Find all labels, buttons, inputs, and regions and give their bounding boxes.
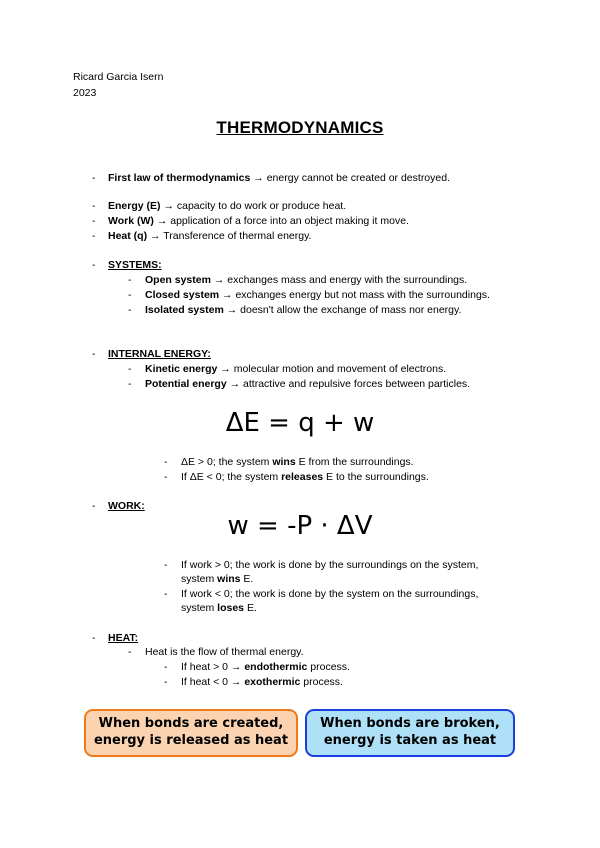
bullet: - [164, 661, 168, 673]
note-text: If work < 0; the work is done by the system on the surroundings, [181, 588, 479, 600]
bullet: - [164, 676, 168, 688]
note-text: If work > 0; the work is done by the surroundings on the system, [181, 559, 479, 571]
internal-energy-formula: ΔE = q + w [225, 408, 375, 438]
work-heading: WORK: [108, 500, 145, 512]
system-term: Isolated system [145, 304, 224, 316]
system-term: Open system [145, 274, 211, 286]
bullet: - [128, 304, 132, 316]
arrow: → [156, 215, 168, 227]
bullet: - [164, 588, 168, 600]
arrow: → [229, 378, 241, 390]
arrow: → [230, 676, 242, 688]
arrow: → [230, 661, 242, 673]
system-term: Closed system [145, 289, 220, 301]
bullet: - [92, 500, 96, 512]
energy-desc: attractive and repulsive forces between particles. [240, 378, 471, 390]
definition-term: Work (W) [108, 215, 154, 227]
bullet: - [164, 559, 168, 571]
note-text: system [181, 602, 218, 614]
box-line: When bonds are created, [98, 716, 284, 731]
note-text: E to the surroundings. [323, 471, 429, 483]
author-name: Ricard Garcia Isern [73, 71, 164, 83]
note-text: ΔE > 0; the system [181, 456, 273, 468]
note-emphasis: wins [217, 573, 241, 585]
bullet: - [92, 200, 96, 212]
work-formula: w = -P · ΔV [227, 511, 373, 541]
arrow: → [226, 304, 238, 316]
arrow: → [150, 230, 161, 242]
note-text: If ΔE < 0; the system [181, 471, 282, 483]
definition-desc: capacity to do work or produce heat. [173, 200, 347, 212]
heat-emphasis: exothermic [244, 676, 301, 688]
heat-text: If heat > 0 [181, 661, 231, 673]
bullet: - [128, 646, 132, 658]
note-text: E. [244, 602, 257, 614]
note-emphasis: releases [281, 471, 324, 483]
definition-desc: Transference of thermal energy. [160, 230, 312, 242]
note-text: E from the surroundings. [295, 456, 414, 468]
bullet: - [92, 172, 96, 184]
box-line: energy is taken as heat [323, 733, 497, 748]
bullet: - [164, 456, 168, 468]
bonds-created-box [84, 709, 298, 757]
first-law-desc: energy cannot be created or destroyed. [263, 172, 450, 184]
energy-desc: molecular motion and movement of electrons. [230, 363, 447, 375]
note-emphasis: loses [217, 602, 245, 614]
note-text: E. [240, 573, 254, 585]
system-desc: exchanges mass and energy with the surroundings. [224, 274, 468, 286]
heat-text: process. [307, 661, 350, 673]
bullet: - [92, 230, 96, 242]
bullet: - [128, 289, 132, 301]
definition-term: Heat (q) [108, 230, 148, 242]
definition-term: Energy (E) [108, 200, 161, 212]
system-desc: exchanges energy but not mass with the surroundings. [232, 289, 490, 301]
bullet: - [128, 378, 132, 390]
heat-text: process. [300, 676, 343, 688]
note-emphasis: wins [272, 456, 296, 468]
bonds-broken-box [305, 709, 515, 757]
arrow: → [222, 289, 233, 301]
heat-text: If heat < 0 [181, 676, 231, 688]
arrow: → [213, 274, 225, 286]
internal-energy-heading: INTERNAL ENERGY: [108, 348, 211, 360]
arrow: → [253, 172, 264, 184]
arrow: → [220, 363, 231, 375]
arrow: → [163, 200, 174, 212]
bullet: - [128, 274, 132, 286]
bullet: - [164, 471, 168, 483]
definition-desc: application of a force into an object making it move. [167, 215, 409, 227]
bullet: - [92, 259, 96, 271]
bullet: - [128, 363, 132, 375]
bullet: - [92, 215, 96, 227]
systems-heading: SYSTEMS: [108, 259, 162, 271]
page-title: THERMODYNAMICS [216, 118, 384, 137]
box-line: energy is released as heat [93, 733, 289, 748]
energy-term: Potential energy [145, 378, 227, 390]
year: 2023 [73, 87, 97, 99]
system-desc: doesn't allow the exchange of mass nor energy. [237, 304, 462, 316]
heat-emphasis: endothermic [244, 661, 308, 673]
bullet: - [92, 348, 96, 360]
bullet: - [92, 632, 96, 644]
note-text: system [181, 573, 218, 585]
heat-heading: HEAT: [108, 632, 139, 644]
first-law-term: First law of thermodynamics [108, 172, 251, 184]
heat-desc: Heat is the flow of thermal energy. [145, 646, 304, 658]
energy-term: Kinetic energy [145, 363, 218, 375]
box-line: When bonds are broken, [320, 716, 500, 731]
